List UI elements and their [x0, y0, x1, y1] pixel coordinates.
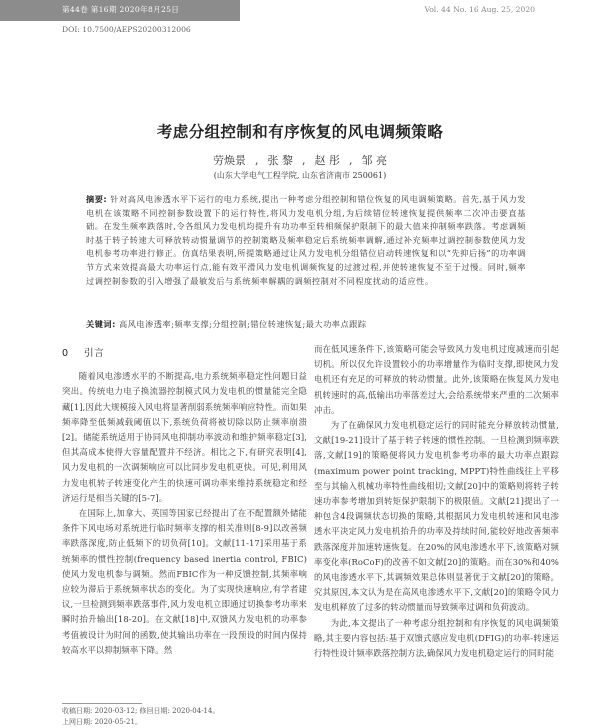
- footnote-online: 上网日期: 2020-05-21。: [62, 718, 142, 726]
- left-column: [62, 342, 307, 658]
- keywords: [86, 318, 526, 331]
- author-list: 劳焕景 , 张 黎 , 赵 彤 , 邹 亮: [213, 154, 387, 167]
- paragraph: 为了在确保风力发电机稳定运行的同时能充分释放转动惯量,文献[19-21]设计了基于转子转速的惯性控制。一旦检测到频率跌落,文献[19]的策略便将风力发电机参考功率的最大功率点跟踪(maximum power point tracking, MPPT)特性曲线往上平移至与其输入机械功率特性曲线相切;文献[20]中的策略则将转子转速功率参考增加到转矩保护限制下的极限值。文献[21]提出了一种包含4段调频状态切换的策略,其根据风力发电机转速和风电渗透水平决定风力发电机抬升的功率及持续时间,能较好地改善频率跌落深度并加速转速恢复。在20%的风电渗透水平下,该策略对频率变化率(RoCoF)的改善不如文献[20]的策略。而在30%和40%的风电渗透水平下,其调频效果总体则显著优于文献[20]的策略。究其原因,本文认为是在高风电渗透水平下,文献[20]的策略令风力发电机释放了过多的转动惯量而导致频率过调和负荷波动。: [314, 420, 559, 613]
- issue-info-english: Vol. 44 No. 16 Aug. 25, 2020: [424, 5, 535, 14]
- right-column: [314, 342, 559, 661]
- footnote-received: 收稿日期: 2020-03-12; 修回日期: 2020-04-14。: [62, 707, 220, 715]
- author-1: 劳焕景: [213, 154, 246, 167]
- doi: DOI: 10.7500/AEPS20200312006: [62, 25, 191, 34]
- author-4: 邹 亮: [361, 154, 387, 167]
- paper-title: 考虑分组控制和有序恢复的风电调频策略: [156, 123, 444, 141]
- paragraph: 而在低风速条件下,该策略可能会导致风力发电机过度减速而引起切机。所以仅允许设置较小的功率增量作为临时支撑,即使风力发电机还有充足的可释放的转动惯量。此外,该策略在恢复风力发电机转速时的高,低输出功率落差过大,会给系统带来严重的二次频率冲击。: [314, 344, 559, 415]
- section-title: 引言: [84, 348, 105, 359]
- abstract-text: 针对高风电渗透水平下运行的电力系统,提出一种考虑分组控制和错位恢复的风电调频策略。首先,基于风力发电机在该策略不同控制参数设置下的运行特性,将风力发电机分组,为后续错位转速恢复提供频率二次冲击要直基础。在发生频率跌落时,令各组风力发电机均提升有功功率至转相频保护限制下的最大值来抑制频率跌落。考虑调频时基于转子转速大可释放转动惯量调节的控制策略及频率稳定后系统频率调解,通过补充频率过调控制参数使风力发电机参考功率进行修正。仿真结果表明,所提策略通过让风力发电机分组错位启动转速恢复和以“先抑后扬”的功率调节方式来效提高最大功率运行点,能有效平滑风力发电机调频恢复的过渡过程,并使转速恢复不至于过慢。同时,频率过调控制参数的引入增强了最敏发后与系统频率解耦的调频控制对不同程度扰动的适应性。: [86, 194, 526, 286]
- paragraph: 在国际上,加拿大、英国等国家已经提出了在不配置额外储能条件下风电场对系统进行临时频率支撑的相关准则[8-9]以改善频率跌落深度,防止低频下的切负荷[10]。文献[11-17]采用基于系统频率的惯性控制(frequency based inertia control, FBIC)使风力发电机参与调频。然而FBIC作为一种反馈控制,其频率响应较为滞后于系统频率状态的变化。为了实现快速响应,有学者建议,一旦检测到频率跌落事件,风力发电机立即通过切换参考功率来瞬时抬升输出[18-20]。在文献[18]中,双馈风力发电机的功率参考值被设计为时间的函数,使其输出功率在一段预设的时间内保持较高水平以抑制频率下降。然: [62, 508, 307, 655]
- affiliation: (山东大学电气工程学院, 山东省济南市 250061): [213, 171, 387, 180]
- paragraph: 为此,本文提出了一种考虑分组控制和有序恢复的风电调频策略,其主要内容包括:基于双馈式感应发电机(DFIG)的功率-转速运行特性设计频率跌落控制方法,确保风力发电机稳定运行的同时能: [314, 617, 559, 659]
- section-heading: [62, 346, 307, 361]
- author-3: 赵 彤: [314, 154, 340, 167]
- keywords-label: 关键词:: [86, 319, 116, 329]
- journal-header-bar: [0, 0, 600, 21]
- section-number: 0: [62, 348, 69, 359]
- abstract-label: 摘要:: [86, 194, 108, 204]
- abstract: [86, 193, 526, 288]
- keywords-text: 高风电渗透率;频率支撑;分组控制;错位转速恢复;最大功率点跟踪: [118, 319, 367, 329]
- issue-info: 第44卷 第16期 2020年8月25日: [62, 5, 180, 14]
- paragraph: 随着风电渗透水平的不断提高,电力系统频率稳定性问题日益突出。传统电力电子换流器控制模式风力发电机的惯量能完全隐藏[1],因此大规模接入风电将显著削弱系统频率响应特性。而如果频率降至低频减载阈值以下,系统负荷将被切除以防止频率崩溃[2]。储能系统适用于协同风电抑制功率波动和维护频率稳定[3],但其高成本使得大容量配置并不经济。相比之下,有研究表明[4],风力发电机的一次调频响应可以比同步发电机更快。可见,利用风力发电机转子转速变化产生的快速可调功率来维持系统稳定和经济运行是相当关键的[5-7]。: [62, 371, 307, 503]
- author-2: 张 黎: [267, 154, 293, 167]
- footnote-divider: [62, 703, 142, 704]
